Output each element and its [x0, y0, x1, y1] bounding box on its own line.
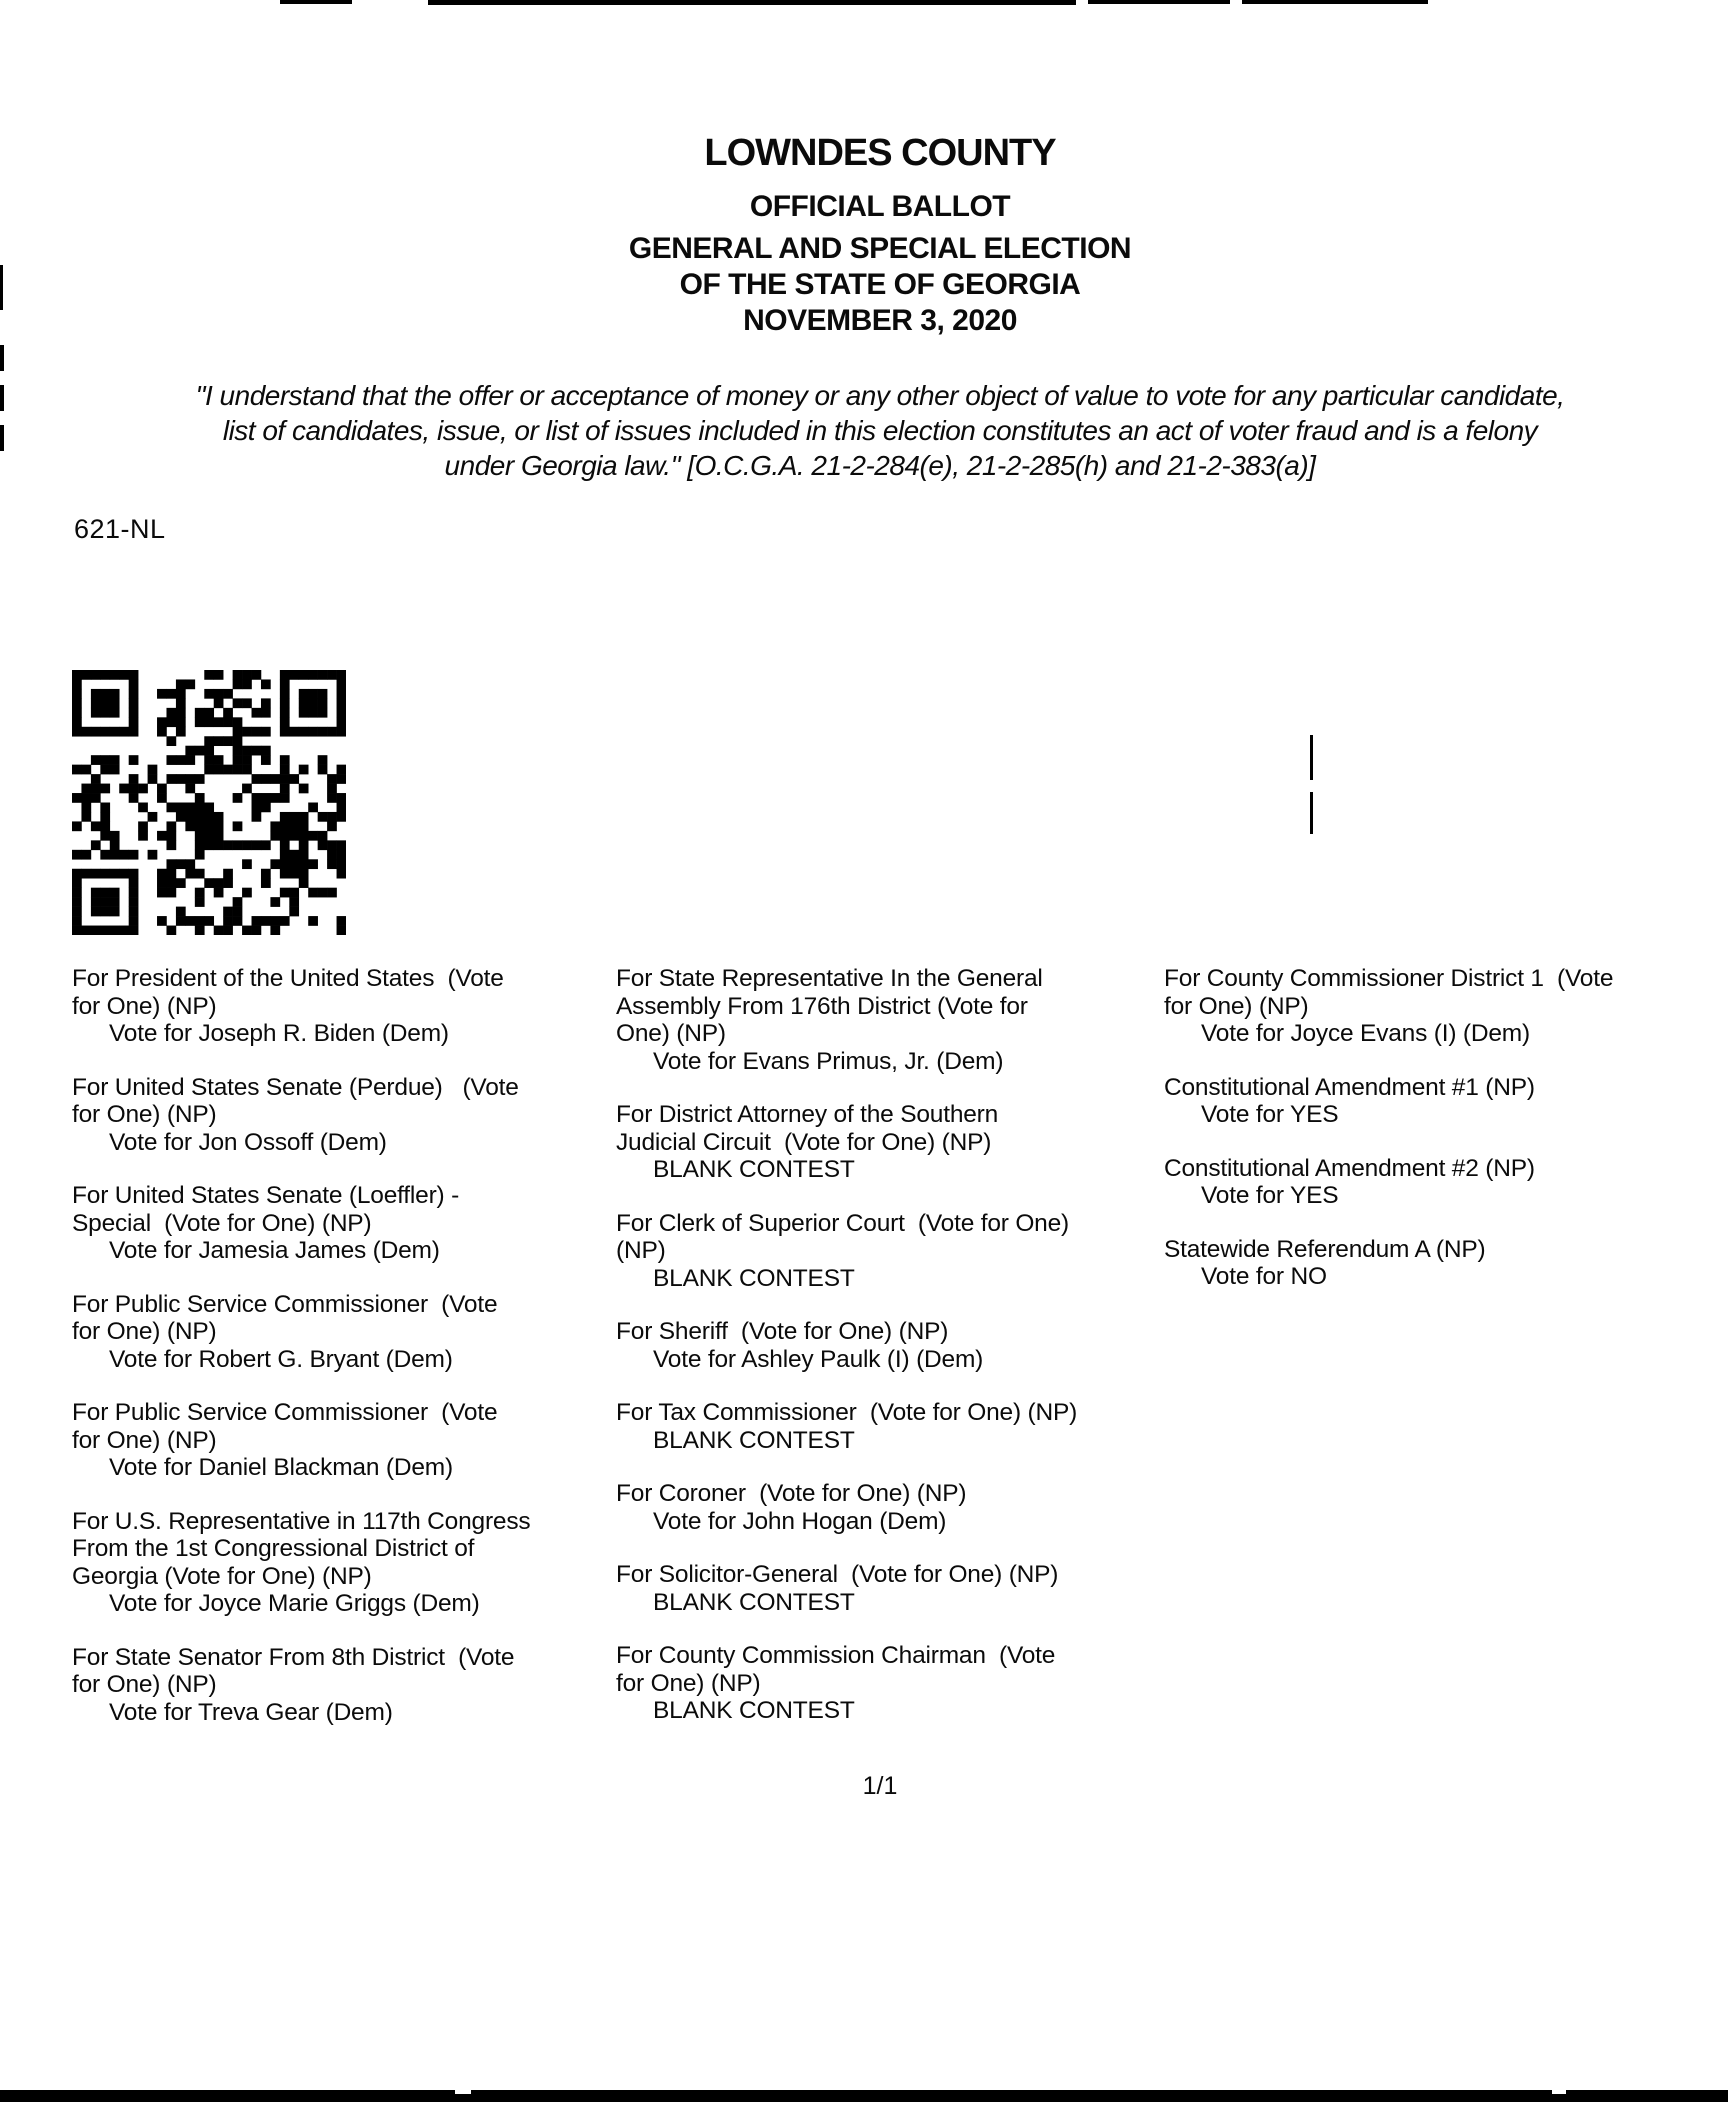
contest-title-line: Judicial Circuit (Vote for One) (NP) — [616, 1128, 992, 1156]
scan-artifact-bottom-notch — [455, 2090, 471, 2094]
contest-title-line: From the 1st Congressional District of — [72, 1535, 475, 1562]
contest-title-line: For United States Senate (Perdue) (Vote — [72, 1073, 519, 1101]
scan-artifact-top-dash — [428, 0, 1076, 5]
contest-block — [72, 1182, 530, 1265]
contest-selection: Vote for Daniel Blackman (Dem) — [109, 1454, 453, 1481]
contest-selection: Vote for Treva Gear (Dem) — [109, 1698, 393, 1726]
contest-selection: Vote for Ashley Paulk (I) (Dem) — [653, 1345, 984, 1373]
scan-artifact-top-dash — [1242, 0, 1428, 4]
contest-selection: Vote for Evans Primus, Jr. (Dem) — [653, 1047, 1004, 1075]
contest-title-line: For Solicitor-General (Vote for One) (NP) — [616, 1561, 1059, 1588]
scan-artifact-top-dash — [1088, 0, 1230, 4]
scan-artifact-right-mark — [1310, 735, 1313, 780]
contest-title-line: For Clerk of Superior Court (Vote for One) — [616, 1209, 1069, 1237]
contest-selection: Vote for Robert G. Bryant (Dem) — [109, 1345, 453, 1373]
contest-title-line: One) (NP) — [616, 1020, 726, 1047]
disclaimer-line: "I understand that the offer or acceptance of money or any other object of value to vote for any particular candidate, — [195, 380, 1565, 411]
contest-block — [1164, 1074, 1613, 1129]
contest-block — [1164, 1155, 1613, 1210]
contest-block — [616, 1210, 1077, 1293]
scan-artifact-left-mark — [0, 385, 4, 411]
contest-block — [1164, 1236, 1613, 1291]
contest-block — [616, 1480, 1077, 1535]
contest-title-line: For County Commissioner District 1 (Vote — [1164, 965, 1614, 992]
contest-selection: Vote for YES — [1201, 1101, 1339, 1128]
ballot-column-2 — [616, 965, 1077, 1751]
contest-block — [72, 1508, 530, 1618]
contest-title-line: for One) (NP) — [616, 1669, 761, 1697]
contest-selection: BLANK CONTEST — [653, 1697, 855, 1724]
contest-block — [72, 965, 530, 1048]
contest-title-line: for One) (NP) — [72, 992, 217, 1020]
contest-selection: Vote for John Hogan (Dem) — [653, 1507, 947, 1535]
contest-block — [616, 965, 1077, 1075]
scan-artifact-bottom-notch — [1552, 2090, 1566, 2094]
contest-title-line: For County Commission Chairman (Vote — [616, 1642, 1056, 1669]
contest-selection: Vote for YES — [1201, 1182, 1339, 1209]
contest-selection: BLANK CONTEST — [653, 1264, 855, 1292]
contest-title-line: For Public Service Commissioner (Vote — [72, 1290, 498, 1318]
election-title-line: GENERAL AND SPECIAL ELECTION — [628, 232, 1132, 265]
contest-title-line: For United States Senate (Loeffler) - — [72, 1182, 460, 1209]
contest-block — [616, 1642, 1077, 1725]
contest-title-line: Constitutional Amendment #2 (NP) — [1164, 1154, 1535, 1182]
contest-selection: BLANK CONTEST — [653, 1588, 855, 1616]
contest-selection: BLANK CONTEST — [653, 1156, 855, 1183]
contest-selection: Vote for Joyce Marie Griggs (Dem) — [109, 1590, 480, 1617]
contest-title-line: For Coroner (Vote for One) (NP) — [616, 1480, 967, 1507]
contest-title-line: for One) (NP) — [72, 1671, 217, 1698]
contest-title-line: Georgia (Vote for One) (NP) — [72, 1562, 372, 1590]
contest-title-line: For U.S. Representative in 117th Congress — [72, 1507, 531, 1535]
page-number: 1/1 — [862, 1772, 898, 1800]
county-title: LOWNDES COUNTY — [704, 132, 1056, 174]
contest-block — [616, 1101, 1077, 1184]
contest-block — [1164, 965, 1613, 1048]
contest-title-line: For Tax Commissioner (Vote for One) (NP) — [616, 1399, 1078, 1426]
disclaimer-line: list of candidates, issue, or list of issues included in this election constitutes an act of voter fraud and is a felony — [222, 415, 1538, 446]
contest-title-line: For Sheriff (Vote for One) (NP) — [616, 1318, 949, 1345]
contest-block — [72, 1074, 530, 1157]
ballot-type-title: OFFICIAL BALLOT — [749, 190, 1011, 223]
contest-title-line: for One) (NP) — [72, 1318, 217, 1345]
ballot-style-id: 621-NL — [74, 514, 166, 544]
contest-selection: Vote for Joseph R. Biden (Dem) — [109, 1020, 449, 1047]
scan-artifact-left-mark — [0, 345, 4, 371]
contest-selection: Vote for Jamesia James (Dem) — [109, 1237, 440, 1264]
ballot-column-1 — [72, 965, 530, 1752]
contest-title-line: for One) (NP) — [1164, 992, 1309, 1020]
contest-title-line: (NP) — [616, 1237, 666, 1264]
contest-title-line: Constitutional Amendment #1 (NP) — [1164, 1073, 1535, 1101]
contest-title-line: For State Representative In the General — [616, 965, 1043, 992]
scan-artifact-left-mark — [0, 425, 4, 451]
contest-selection: BLANK CONTEST — [653, 1426, 855, 1454]
contest-title-line: For State Senator From 8th District (Vote — [72, 1643, 515, 1671]
election-date: NOVEMBER 3, 2020 — [743, 304, 1017, 337]
contest-block — [616, 1399, 1077, 1454]
contest-title-line: For District Attorney of the Southern — [616, 1101, 999, 1128]
scan-artifact-bottom-bar — [0, 2090, 1728, 2102]
scan-artifact-top-dash — [280, 0, 352, 4]
contest-block — [72, 1291, 530, 1374]
disclaimer-line: under Georgia law." [O.C.G.A. 21-2-284(e), 21-2-285(h) and 21-2-383(a)] — [444, 450, 1316, 481]
voter-fraud-disclaimer — [60, 378, 1700, 483]
contest-title-line: for One) (NP) — [72, 1101, 217, 1128]
contest-selection: Vote for Joyce Evans (I) (Dem) — [1201, 1020, 1530, 1047]
contest-block — [616, 1561, 1077, 1616]
contest-title-line: For President of the United States (Vote — [72, 965, 504, 992]
contest-block — [72, 1399, 530, 1482]
contest-block — [72, 1644, 530, 1727]
contest-title-line: Assembly From 176th District (Vote for — [616, 992, 1028, 1020]
contest-selection: Vote for Jon Ossoff (Dem) — [109, 1128, 387, 1156]
scan-artifact-right-mark — [1310, 792, 1313, 834]
ballot-header — [60, 132, 1700, 339]
election-title-line: OF THE STATE OF GEORGIA — [679, 268, 1081, 301]
contest-title-line: for One) (NP) — [72, 1426, 217, 1454]
contest-selection: Vote for NO — [1201, 1263, 1327, 1290]
ballot-column-3 — [1164, 965, 1613, 1317]
contest-title-line: For Public Service Commissioner (Vote — [72, 1399, 498, 1426]
contest-title-line: Statewide Referendum A (NP) — [1164, 1235, 1486, 1263]
contest-block — [616, 1318, 1077, 1373]
qr-code-icon — [72, 670, 346, 935]
scan-artifact-left-mark — [0, 265, 3, 310]
contest-title-line: Special (Vote for One) (NP) — [72, 1209, 372, 1237]
